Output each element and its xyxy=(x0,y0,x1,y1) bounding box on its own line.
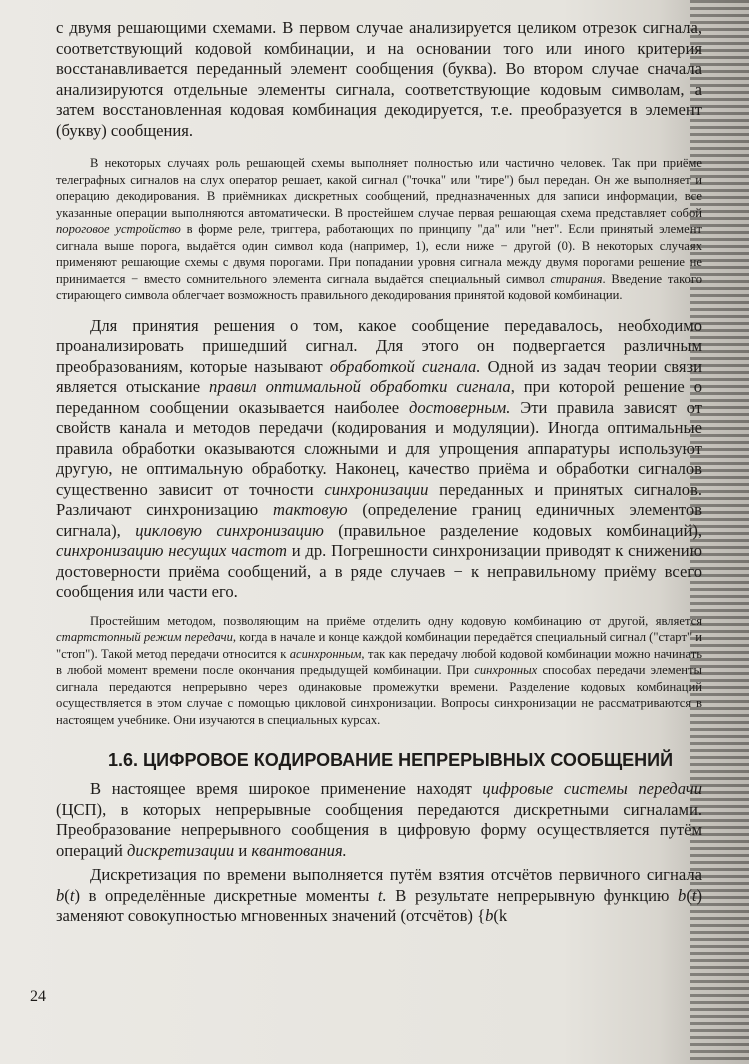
page-text xyxy=(56,18,702,1018)
paragraph-1: с двумя решающими схемами. В первом случае анализируется целиком отрезок сигнала, соответствующий кодовой комбинации, и на основании того или иного критерия восстанавливается переданный элемент сообщения (буква). Во втором случае сначала анализируются отдельные элементы сигнала, соответствующие кодовым символам, а затем восстановленная кодовая комбинация декодируется, т.е. преобразуется в элемент (букву) сообщения. xyxy=(56,18,702,140)
paragraph-2-small: В некоторых случаях роль решающей схемы выполняет полностью или частично человек. Так при приёме телеграфных сигналов на слух оператор решает, какой сигнал ("точка" или "тире") был передан. Он же выполняет и операцию декодирования. В приёмниках дискретных сообщений, предназначенных для записи информации, все указанные операции выполняются автоматически. В простейшем случае первая решающая схема представляет собой пороговое устройство в форме реле, триггера, работающих по принципу "да" или "нет". Если принятый элемент сигнала выше порога, выдаётся один символ кода (например, 1), если ниже − другой (0). В некоторых случаях применяют решающие схемы с двумя порогами. При попадании уровня сигнала между двумя порогами решение не принимается − вместо сомнительного элемента сигнала выдаётся специальный символ стирания. Введение такого стирающего символа облегчает возможность правильного декодирования принятой кодовой комбинации. xyxy=(56,156,702,302)
paragraph-6: Дискретизация по времени выполняется путём взятия отсчётов первичного сигнала b(t) в определённые дискретные моменты t. В результате непрерывную функцию b(t) заменяют совокупностью мгновенных значений (отсчётов) {b(k xyxy=(56,865,702,925)
page-number: 24 xyxy=(30,988,46,1005)
paragraph-4-small: Простейшим методом, позволяющим на приёме отделить одну кодовую комбинацию от другой, является стартстопный режим передачи, когда в начале и конце каждой комбинации передаётся специальный сигнал ("старт" и "стоп"). Такой метод передачи относится к асинхронным, так как передачу любой кодовой комбинации можно начинать в любой момент времени после окончания предыдущей комбинации. При синхронных способах передачи элементы сигнала передаются непрерывно через одинаковые промежутки времени. Разделение кодовых комбинаций осуществляется в этом случае с помощью цикловой синхронизации. Вопросы синхронизации не рассматриваются в настоящем учебнике. Они изучаются в специальных курсах. xyxy=(56,613,702,727)
paragraph-3: Для принятия решения о том, какое сообщение передавалось, необходимо проанализировать пришедший сигнал. Для этого он подвергается различным преобразованиям, которые называют обработкой сигнала. Одной из задач теории связи является отыскание правил оптимальной обработки сигнала, при которой решение о переданном сообщении оказывается наиболее достоверным. Эти правила зависят от свойств канала и методов передачи (кодирования и модуляции). Иногда оптимальные правила обработки оказываются сложными и для упрощения аппаратуры используют другую, не оптимальную обработку. Наконец, качество приёма и обработки сигналов существенно зависит от точности синхронизации переданных и принятых сигналов. Различают синхронизацию тактовую (определение границ единичных элементов сигнала), цикловую синхронизацию (правильное разделение кодовых комбинаций), синхронизацию несущих частот и др. Погрешности синхронизации приводят к снижению достоверности приёма сообщений, а в ряде случаев − к неправильному приёму всего сообщения или части его. xyxy=(56,315,702,601)
paragraph-5: В настоящее время широкое применение находят цифровые системы передачи (ЦСП), в которых непрерывные сообщения передаются дискретными сигналами. Преобразование непрерывного сообщения в цифровую форму осуществляется путём операций дискретизации и квантования. xyxy=(56,779,702,860)
section-heading: 1.6. ЦИФРОВОЕ КОДИРОВАНИЕ НЕПРЕРЫВНЫХ СООБЩЕНИЙ xyxy=(108,750,674,770)
